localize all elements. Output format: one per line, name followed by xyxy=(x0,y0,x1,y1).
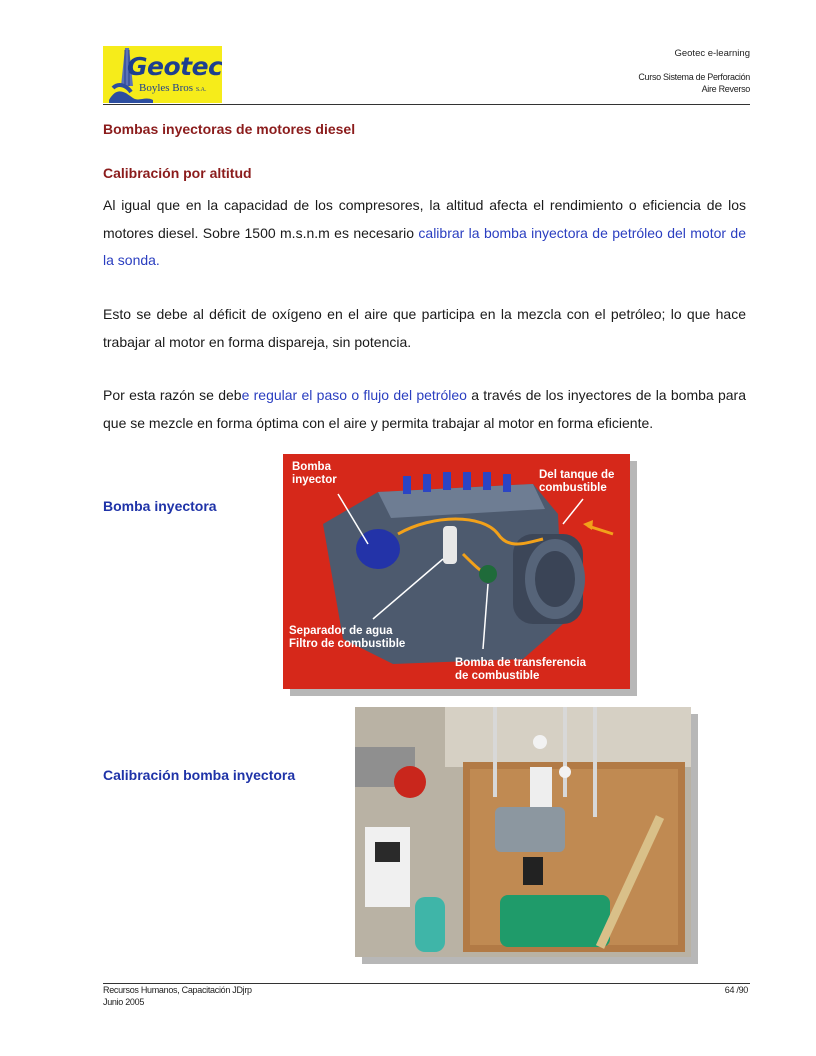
paragraph-altitude-text: Al igual que en la capacidad de los compresores, la altitud afecta el rendimiento o eficiencia de los motores diesel. Sobre 1500 m.s.n.m es necesario xyxy=(103,197,746,241)
callout-tank-line1: Del tanque de xyxy=(539,469,615,481)
callout-transfer-line2: de combustible xyxy=(455,670,540,682)
engine-diagram-image xyxy=(283,454,630,689)
calibration-bench-photo xyxy=(355,707,691,957)
callout-separator xyxy=(289,625,405,651)
header-course: Curso Sistema de Perforación xyxy=(638,72,750,82)
callout-tank xyxy=(539,469,614,495)
paragraph-altitude xyxy=(103,192,746,275)
logo-sa: S.A. xyxy=(195,87,207,93)
callout-pump-line1: Bomba xyxy=(292,461,331,473)
paragraph-regulation-before: Por esta razón se deb xyxy=(103,387,242,403)
callout-tank-line2: combustible xyxy=(539,482,607,494)
paragraph-regulation-highlight: e regular el paso o flujo del petróleo xyxy=(241,387,467,403)
calibration-bench-illustration xyxy=(355,707,691,957)
logo-subtitle xyxy=(139,82,207,94)
callout-pump-line2: inyector xyxy=(292,474,337,486)
paragraph-regulation-after: a través de los inyectores de la bomba para que se mezcle en forma óptima con el aire y permita trabajar al motor en forma eficiente. xyxy=(103,387,746,431)
section-title: Bombas inyectoras de motores diesel xyxy=(103,121,356,137)
header-topic: Aire Reverso xyxy=(701,84,750,94)
callout-separator-line2: Filtro de combustible xyxy=(289,638,406,650)
logo-wordmark: Geotec xyxy=(127,52,222,81)
callout-separator-line1: Separador de agua xyxy=(289,625,393,637)
header-divider xyxy=(103,104,750,105)
figure-heading-calibracion: Calibración bomba inyectora xyxy=(103,767,296,783)
callout-pump xyxy=(292,461,337,487)
logo-subtitle-name: Boyles Bros xyxy=(139,82,194,94)
paragraph-regulation xyxy=(103,382,746,437)
footer-page-number: 64 /90 xyxy=(724,985,748,995)
footer-department: Recursos Humanos, Capacitación JDjrp xyxy=(103,985,252,995)
subsection-title: Calibración por altitud xyxy=(103,165,252,181)
footer-divider xyxy=(103,983,750,984)
company-logo xyxy=(103,46,222,103)
header-platform: Geotec e-learning xyxy=(674,48,750,59)
footer-date: Junio 2005 xyxy=(103,997,145,1007)
callout-transfer-line1: Bomba de transferencia xyxy=(455,657,587,669)
figure-heading-bomba-inyectora: Bomba inyectora xyxy=(103,498,217,514)
paragraph-oxygen: Esto se debe al déficit de oxígeno en el aire que participa en la mezcla con el petróleo; lo que hace trabajar al motor en forma dispareja, sin potencia. xyxy=(103,306,746,350)
callout-transfer-pump xyxy=(455,657,586,683)
paragraph-altitude-highlight: calibrar la bomba inyectora de petróleo del motor de la sonda. xyxy=(103,224,746,268)
